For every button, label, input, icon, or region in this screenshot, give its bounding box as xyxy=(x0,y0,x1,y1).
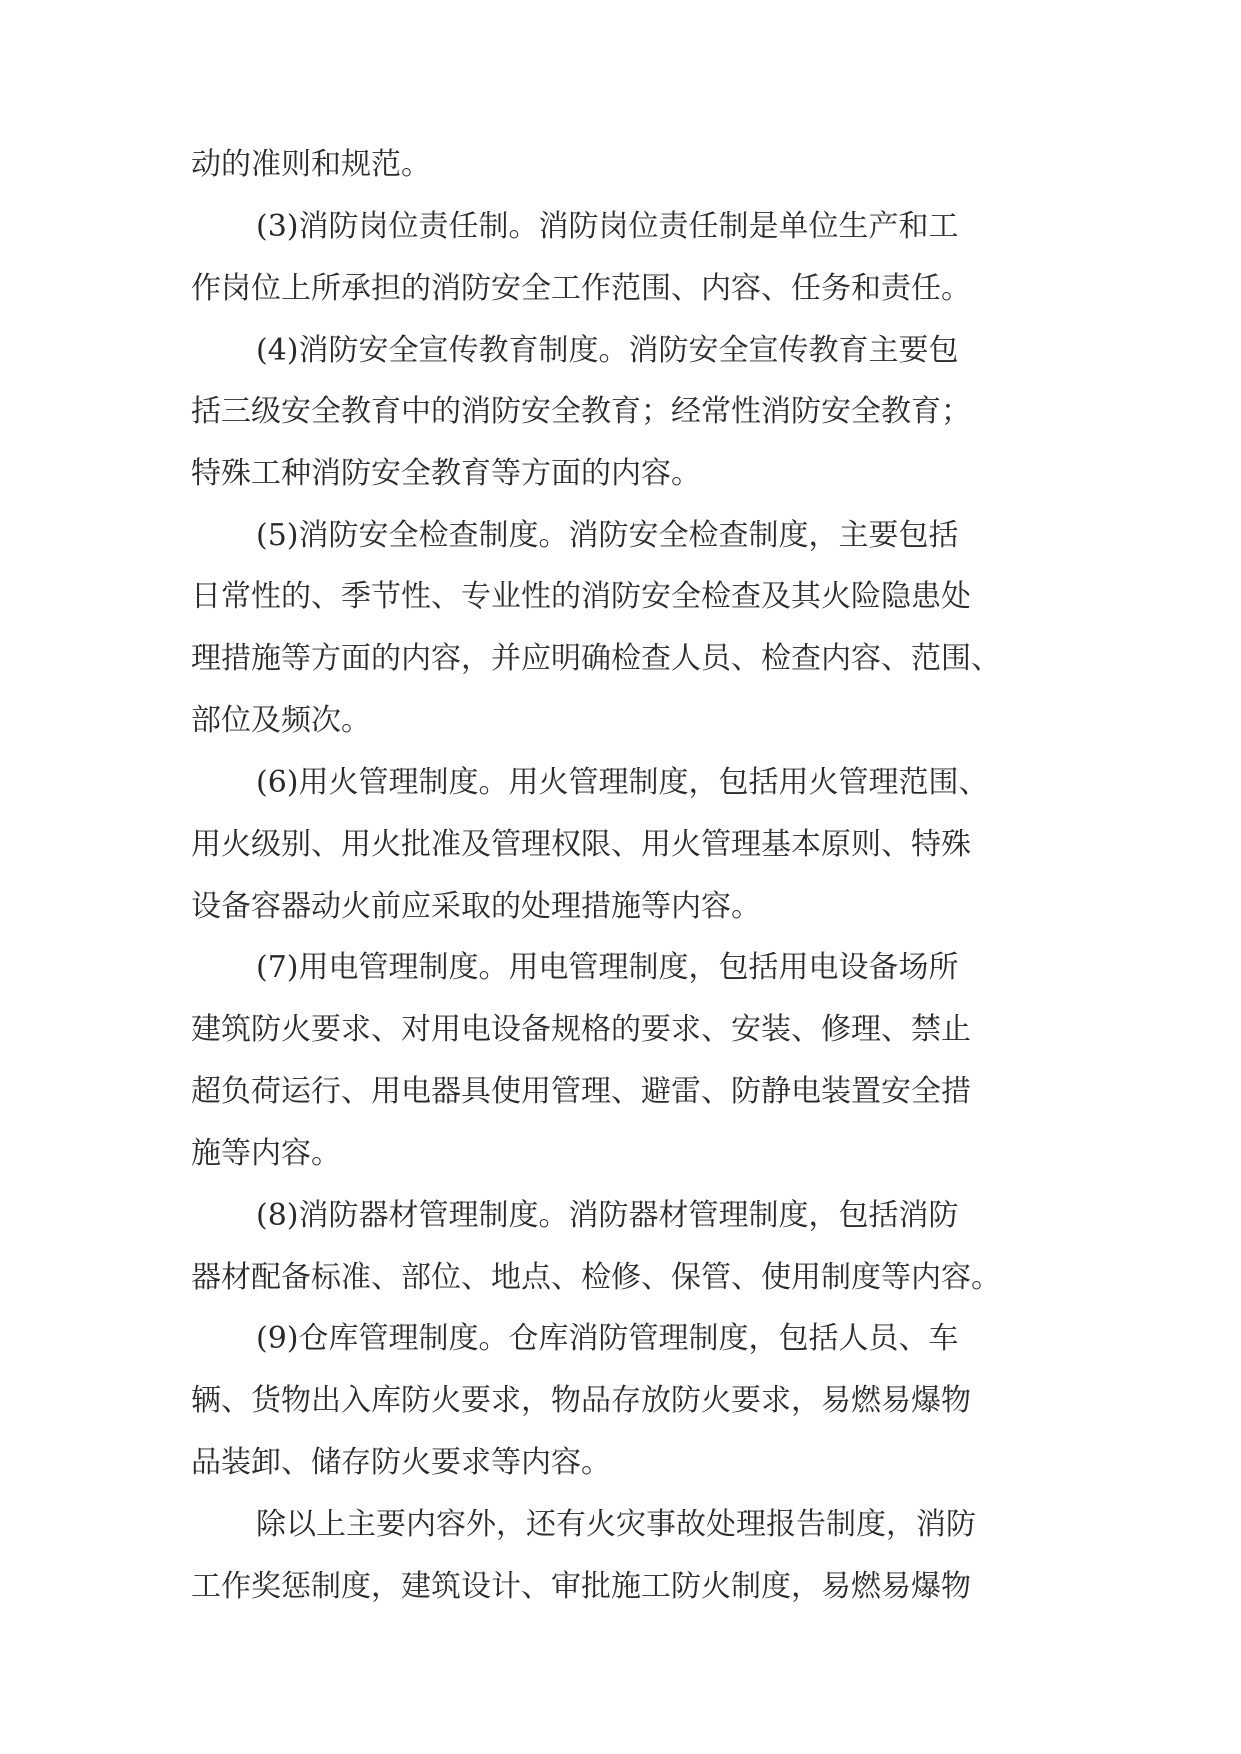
text-line: 施等内容。 xyxy=(191,1136,341,1171)
text-line: 理措施等方面的内容，并应明确检查人员、检查内容、范围、 xyxy=(191,641,1001,676)
text-line: 作岗位上所承担的消防安全工作范围、内容、任务和责任。 xyxy=(191,271,971,306)
text-line: (6)用火管理制度。用火管理制度，包括用火管理范围、 xyxy=(256,765,989,800)
text-line: 品装卸、储存防火要求等内容。 xyxy=(191,1445,611,1480)
text-line: (9)仓库管理制度。仓库消防管理制度，包括人员、车 xyxy=(256,1321,959,1356)
text-line: 除以上主要内容外，还有火灾事故处理报告制度，消防 xyxy=(256,1507,976,1542)
text-line: 辆、货物出入库防火要求，物品存放防火要求，易燃易爆物 xyxy=(191,1383,971,1418)
text-line: 超负荷运行、用电器具使用管理、避雷、防静电装置安全措 xyxy=(191,1074,971,1109)
text-line: (7)用电管理制度。用电管理制度，包括用电设备场所 xyxy=(256,950,959,985)
text-line: 建筑防火要求、对用电设备规格的要求、安装、修理、禁止 xyxy=(191,1012,971,1047)
text-line: 日常性的、季节性、专业性的消防安全检查及其火险隐患处 xyxy=(191,579,971,614)
text-line: (3)消防岗位责任制。消防岗位责任制是单位生产和工 xyxy=(256,209,959,244)
text-line: 设备容器动火前应采取的处理措施等内容。 xyxy=(191,889,761,924)
text-line: (4)消防安全宣传教育制度。消防安全宣传教育主要包 xyxy=(256,333,959,368)
text-line: 工作奖惩制度，建筑设计、审批施工防火制度，易燃易爆物 xyxy=(191,1569,971,1604)
text-line: (5)消防安全检查制度。消防安全检查制度，主要包括 xyxy=(256,518,959,553)
text-line: 括三级安全教育中的消防安全教育；经常性消防安全教育； xyxy=(191,394,971,429)
text-line: 器材配备标准、部位、地点、检修、保管、使用制度等内容。 xyxy=(191,1260,1001,1295)
text-line: (8)消防器材管理制度。消防器材管理制度，包括消防 xyxy=(256,1198,959,1233)
text-line: 动的准则和规范。 xyxy=(191,147,431,182)
text-line: 部位及频次。 xyxy=(191,703,371,738)
text-line: 特殊工种消防安全教育等方面的内容。 xyxy=(191,456,701,491)
text-line: 用火级别、用火批准及管理权限、用火管理基本原则、特殊 xyxy=(191,827,971,862)
